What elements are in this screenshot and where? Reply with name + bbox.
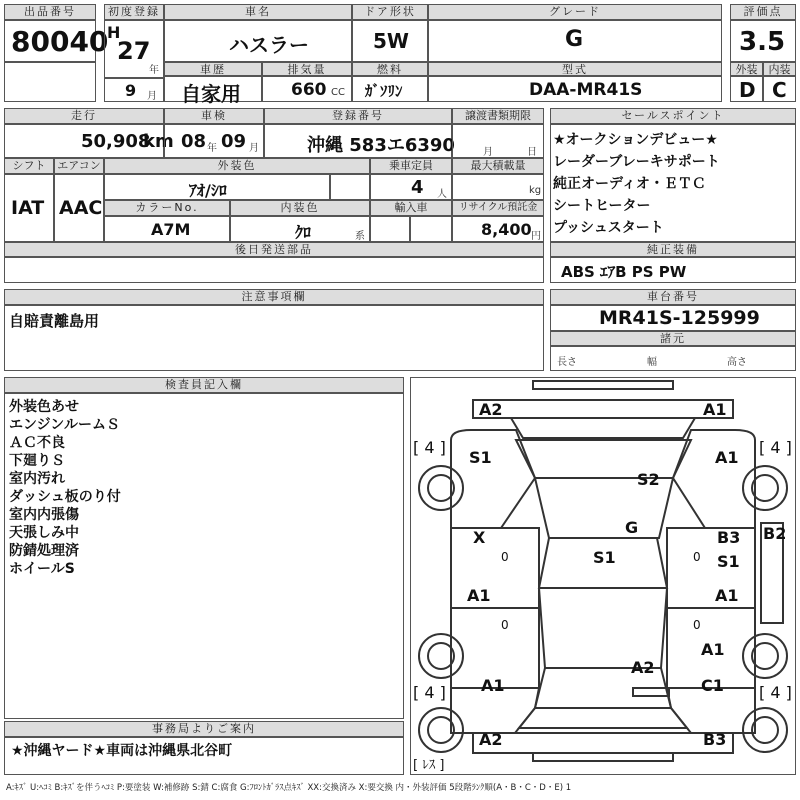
name-label: 車名 (164, 4, 352, 20)
mark-qtr-rr: A1 (701, 640, 725, 659)
interior-unit: 系 (355, 231, 365, 242)
notes-box (4, 305, 544, 371)
mileage-unit: km (143, 131, 174, 152)
door: 5W (373, 29, 409, 53)
color: ｱｵ/ｼﾛ (189, 181, 227, 200)
plate-label: 登録番号 (264, 108, 452, 124)
sales-box (550, 124, 796, 242)
sales-item: レーダーブレーキサポート (553, 154, 720, 170)
model-label: 型式 (428, 62, 722, 76)
capacity-label: 乗車定員 (370, 158, 452, 174)
equip-label: 純正装備 (550, 242, 796, 257)
ext-box (730, 76, 763, 102)
office-label: 事務局よりご案内 (4, 721, 404, 737)
grade: G (565, 27, 584, 52)
load-box (452, 174, 544, 200)
transfer-box (452, 124, 544, 158)
model: DAA-MR41S (529, 80, 643, 100)
shift-label: シフト (4, 158, 54, 174)
ac-label: エアコン (54, 158, 104, 174)
era: H (107, 23, 121, 42)
legend: A:ｷｽﾞ U:ﾍｺﾐ B:ｷｽﾞを伴うﾍｺﾐ P:要塗装 W:補修跡 S:錆 C:腐食 G:ﾌﾛﾝﾄｶﾞﾗｽ点ｷｽﾞ XX:交換済み X:要交換 内・外装評価 5段階ﾗﾝｸ順(A・B・C・D・E) 1 (6, 783, 572, 793)
import-box1 (370, 216, 410, 242)
mark-rear-bumper-l: A2 (479, 730, 503, 749)
sales-item: 純正オーディオ・ＥＴＣ (553, 176, 706, 192)
inspection-box (164, 124, 264, 158)
insp-month: 09 (221, 131, 247, 152)
recycle: 8,400 (481, 220, 532, 239)
dims-length: 長さ (557, 357, 577, 368)
insp-month-unit: 月 (249, 143, 259, 154)
tire-rl-value: 4 (424, 683, 435, 702)
mark-door-fr: B3 (717, 528, 741, 547)
disp-box (262, 76, 352, 102)
mark-zero-l: 0 (501, 550, 509, 564)
history-label: 車歴 (164, 62, 262, 76)
ac: AAC (59, 197, 103, 219)
mark-zero-r2: 0 (693, 618, 701, 632)
grade-box (428, 20, 722, 62)
transfer-month-unit: 月 (483, 147, 493, 158)
dims-height: 高さ (727, 357, 747, 368)
mark-door-rr: A1 (715, 586, 739, 605)
inspector-label: 検査員記入欄 (4, 377, 404, 393)
recycle-label: リサイクル預託金 (452, 200, 544, 216)
inspector-box (4, 393, 404, 719)
capacity: 4 (411, 177, 424, 198)
fuel: ｶﾞｿﾘﾝ (365, 82, 403, 100)
capacity-box (370, 174, 452, 200)
mark-trunk: A2 (631, 658, 655, 677)
first-reg-box (104, 20, 164, 78)
mark-side-r: B2 (763, 524, 787, 543)
mark-qtr-rl: A1 (481, 676, 505, 695)
dims-box (550, 346, 796, 371)
shift: IAT (11, 197, 45, 219)
chassis-box (550, 305, 796, 331)
reg-year: 27 (117, 37, 151, 65)
mark-door-fl: X (473, 528, 486, 547)
recycle-box (452, 216, 544, 242)
reg-month: 9 (125, 81, 137, 100)
history-box (164, 76, 262, 106)
ext-score: D (739, 78, 756, 102)
office-box (4, 737, 404, 775)
reg-month-unit: 月 (147, 91, 157, 102)
int-score: C (772, 78, 787, 102)
mark-roof: S1 (593, 548, 616, 567)
tire-fr: [ 4 ] (759, 438, 792, 457)
first-reg-label: 初度登録 (104, 4, 164, 20)
mark-front-bumper-r: A1 (703, 400, 727, 419)
inspector-line: ダッシュ板のり付 (9, 489, 121, 505)
dims-label: 諸元 (550, 331, 796, 346)
load-unit: kg (529, 185, 542, 196)
mark-windshield: G (625, 518, 639, 537)
lot-box (4, 20, 109, 62)
inspector-line: 室内内張傷 (9, 507, 79, 523)
inspector-line: エンジンルームＳ (9, 417, 120, 433)
disp-label: 排気量 (262, 62, 352, 76)
load-label: 最大積載量 (452, 158, 544, 174)
disp-unit: CC (331, 87, 345, 98)
name-box (164, 20, 352, 62)
mark-fender-l: S1 (469, 448, 492, 467)
spare-value: ﾚｽ (422, 758, 436, 773)
capacity-unit: 人 (437, 189, 447, 200)
equip-box (550, 257, 796, 283)
fuel-box (352, 76, 428, 102)
recycle-unit: 円 (531, 231, 541, 242)
inspector-line: 外装色あせ (9, 399, 79, 415)
lot-blank (4, 62, 96, 102)
fuel-label: 燃料 (352, 62, 428, 76)
damage-diagram (410, 377, 796, 775)
notes-label: 注意事項欄 (4, 289, 544, 305)
inspector-line: 天張しみ中 (9, 525, 79, 541)
tire-fl: [ 4 ] (413, 438, 446, 457)
interior-box (230, 216, 370, 242)
sales-item: プッシュスタート (553, 220, 664, 236)
mark-door-fr2: S1 (717, 552, 740, 571)
inspector-line: 防錆処理済 (9, 543, 79, 559)
mark-front-bumper-l: A2 (479, 400, 503, 419)
sales-label: セールスポイント (550, 108, 796, 124)
transfer-day-unit: 日 (527, 147, 537, 158)
mark-fender-r: A1 (715, 448, 739, 467)
reg-year-unit: 年 (149, 65, 159, 76)
ac-box (54, 174, 104, 242)
colorno-box (104, 216, 230, 242)
door-label: ドア形状 (352, 4, 428, 20)
plate: 沖縄 583エ6390 (307, 135, 455, 156)
mileage: 50,908 (81, 131, 151, 152)
lot-label: 出品番号 (4, 4, 96, 20)
import-box2 (410, 216, 452, 242)
lot-number: 80040 (11, 25, 109, 58)
chassis: MR41S-125999 (599, 307, 760, 329)
car-name: ハスラー (229, 33, 309, 57)
score-box (730, 20, 796, 62)
mark-qtr-rr2: C1 (701, 676, 724, 695)
tire-rr-value: 4 (770, 683, 781, 702)
inspector-line: ホイールS (9, 561, 75, 577)
transfer-label: 譲渡書類期限 (452, 108, 544, 124)
tire-rl: [ 4 ] (413, 683, 446, 702)
score: 3.5 (739, 27, 786, 57)
mark-door-rl: A1 (467, 586, 491, 605)
shift-box (4, 174, 54, 242)
int-box (763, 76, 796, 102)
tire-fr-value: 4 (770, 438, 781, 457)
mark-zero-l2: 0 (501, 618, 509, 632)
insp-year-unit: 年 (207, 143, 217, 154)
interior: ｸﾛ (295, 223, 312, 242)
mark-rear-bumper-r: B3 (703, 730, 727, 749)
inspector-line: ＡＣ不良 (9, 435, 65, 451)
score-label: 評価点 (730, 4, 796, 20)
int-label: 内装 (763, 62, 796, 76)
colorno-label: カラーNo. (104, 200, 230, 216)
ext-label: 外装 (730, 62, 763, 76)
color-label: 外装色 (104, 158, 370, 174)
spare-tire: [ ﾚｽ ] (413, 758, 445, 773)
car-outline (411, 378, 795, 774)
sales-item: シートヒーター (553, 198, 651, 214)
color-blank (330, 174, 370, 200)
equip: ABS ｴｱB PS PW (561, 263, 687, 281)
displacement: 660 (291, 80, 327, 100)
later-parts-box (4, 257, 544, 283)
tire-rr: [ 4 ] (759, 683, 792, 702)
import-label: 輸入車 (370, 200, 452, 216)
dims-width: 幅 (647, 357, 657, 368)
grade-label: グレード (428, 4, 722, 20)
inspection-label: 車検 (164, 108, 264, 124)
sales-item: ★オークションデビュー★ (553, 132, 718, 148)
color-box (104, 174, 330, 200)
interior-label: 内装色 (230, 200, 370, 216)
inspector-line: 下廻りＳ (9, 453, 65, 469)
mileage-box (4, 124, 174, 158)
history: 自家用 (181, 82, 241, 106)
plate-box (264, 124, 455, 158)
mileage-label: 走行 (4, 108, 164, 124)
mark-zero-r: 0 (693, 550, 701, 564)
tire-fl-value: 4 (424, 438, 435, 457)
mark-hood: S2 (637, 470, 660, 489)
model-box (428, 76, 722, 102)
chassis-label: 車台番号 (550, 289, 796, 305)
later-parts-label: 後日発送部品 (4, 242, 544, 257)
colorno: A7M (151, 220, 191, 239)
inspector-line: 室内汚れ (9, 471, 65, 487)
notes: 自賠責離島用 (9, 312, 100, 330)
reg-month-box (104, 78, 164, 102)
insp-year: 08 (181, 131, 207, 152)
door-box (352, 20, 428, 62)
office: ★沖縄ヤード★車両は沖縄県北谷町 (11, 743, 233, 759)
